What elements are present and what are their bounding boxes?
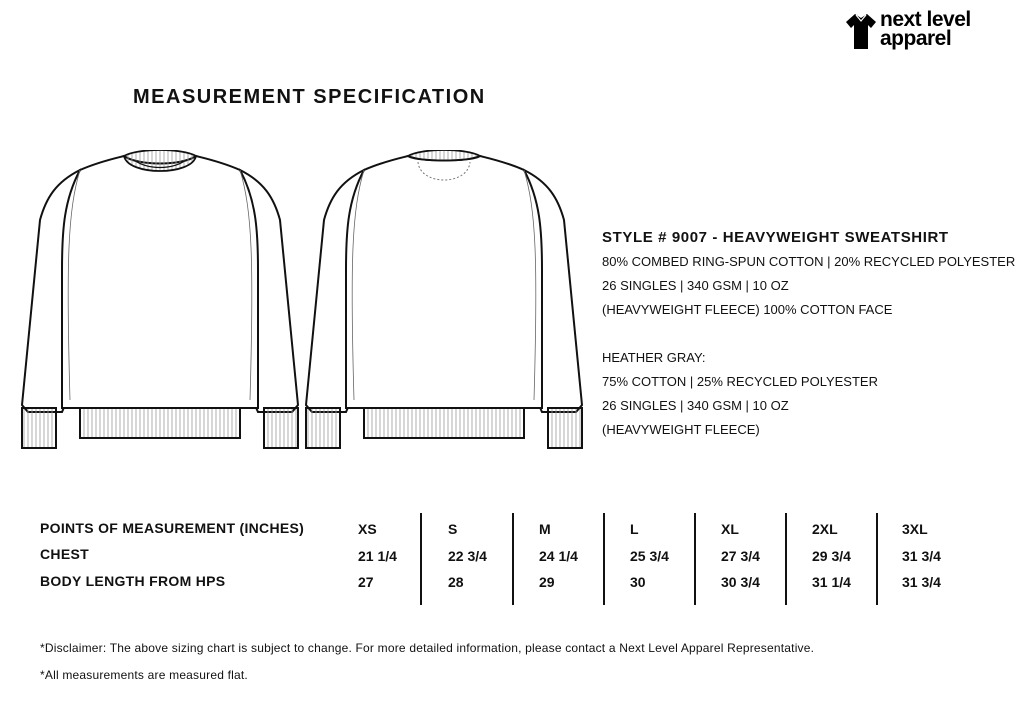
column-divider <box>512 513 514 605</box>
size-label: XL <box>721 521 739 537</box>
size-column <box>448 520 487 600</box>
size-column <box>721 520 760 600</box>
style-title: STYLE # 9007 - HEAVYWEIGHT SWEATSHIRT <box>602 229 949 246</box>
brand-logo <box>846 10 996 54</box>
row-label-length: BODY LENGTH FROM HPS <box>40 573 226 589</box>
column-divider <box>603 513 605 605</box>
page-title: MEASUREMENT SPECIFICATION <box>133 86 486 108</box>
heather-line: 26 SINGLES | 340 GSM | 10 OZ <box>602 398 789 413</box>
size-label: L <box>630 521 639 537</box>
column-divider <box>694 513 696 605</box>
size-label: M <box>539 521 551 537</box>
row-label-chest: CHEST <box>40 546 89 562</box>
chest-value: 27 3/4 <box>721 547 760 564</box>
size-label: 2XL <box>812 521 838 537</box>
spec-block <box>602 228 1017 442</box>
heather-line: 75% COTTON | 25% RECYCLED POLYESTER <box>602 374 878 389</box>
length-value: 27 <box>358 574 374 590</box>
size-column <box>358 520 397 600</box>
table-header-label: POINTS OF MEASUREMENT (INCHES) <box>40 520 305 536</box>
size-column <box>539 520 578 600</box>
size-column <box>630 520 669 600</box>
chest-value: 21 1/4 <box>358 547 397 564</box>
length-value: 31 1/4 <box>812 574 851 590</box>
chest-value: 22 3/4 <box>448 547 487 564</box>
sweatshirt-back-drawing <box>302 150 586 452</box>
spec-line: (HEAVYWEIGHT FLEECE) 100% COTTON FACE <box>602 302 893 317</box>
spec-line: 26 SINGLES | 340 GSM | 10 OZ <box>602 278 789 293</box>
sweatshirt-front-drawing <box>18 150 302 452</box>
size-label: S <box>448 521 458 537</box>
heather-title: HEATHER GRAY: <box>602 350 706 365</box>
chest-value: 24 1/4 <box>539 547 578 564</box>
column-divider <box>785 513 787 605</box>
length-value: 28 <box>448 574 464 590</box>
spec-line: 80% COMBED RING-SPUN COTTON | 20% RECYCLED POLYESTER <box>602 254 1016 269</box>
chest-value: 25 3/4 <box>630 547 669 564</box>
column-divider <box>420 513 422 605</box>
logo-wordmark: next level apparel <box>880 8 971 50</box>
length-value: 30 3/4 <box>721 574 760 590</box>
heather-line: (HEAVYWEIGHT FLEECE) <box>602 422 760 437</box>
size-label: XS <box>358 521 377 537</box>
length-value: 30 <box>630 574 646 590</box>
size-column <box>812 520 851 600</box>
size-label: 3XL <box>902 521 928 537</box>
size-column <box>902 520 941 600</box>
chest-value: 31 3/4 <box>902 547 941 564</box>
shirt-logo-icon <box>846 12 876 50</box>
length-value: 29 <box>539 574 555 590</box>
disclaimer-text: *Disclaimer: The above sizing chart is subject to change. For more detailed information, please contact a Next Level Apparel Representative. <box>40 641 815 655</box>
chest-value: 29 3/4 <box>812 547 851 564</box>
column-divider <box>876 513 878 605</box>
length-value: 31 3/4 <box>902 574 941 590</box>
measured-flat-note: *All measurements are measured flat. <box>40 668 248 682</box>
